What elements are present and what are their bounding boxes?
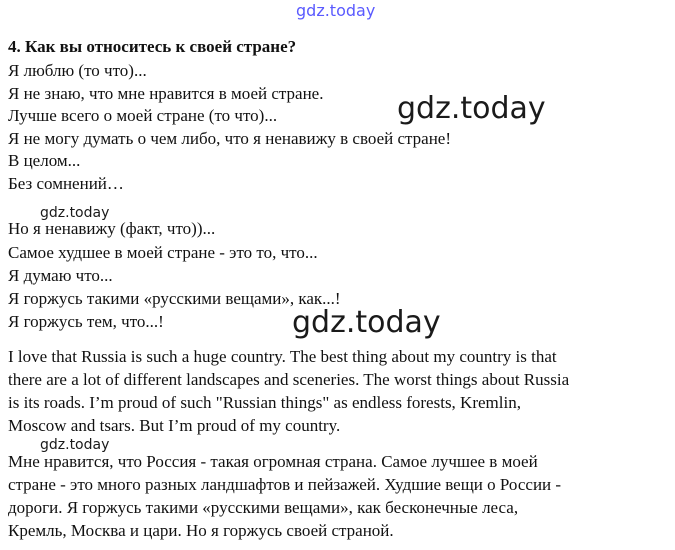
exercise-heading: 4. Как вы относитесь к своей стране?	[8, 37, 297, 56]
prompt-line: В целом...	[8, 151, 81, 170]
prompt-line: Без сомнений…	[8, 174, 124, 193]
prompt-line: Я думаю что...	[8, 266, 113, 285]
prompt-line: Я люблю (то что)...	[8, 61, 147, 80]
prompt-line: Самое худшее в моей стране - это то, что...	[8, 243, 318, 262]
russian-paragraph-line: стране - это много разных ландшафтов и пейзажей. Худшие вещи о России -	[8, 475, 562, 494]
russian-paragraph-line: дороги. Я горжусь такими «русскими вещами», как бесконечные леса,	[8, 498, 519, 517]
prompt-line: Но я ненавижу (факт, что))...	[8, 219, 216, 238]
watermark-large-1: gdz.today	[397, 91, 546, 126]
watermark-top: gdz.today	[296, 1, 376, 20]
watermark-small-2: gdz.today	[40, 437, 110, 453]
english-paragraph-line: I love that Russia is such a huge country. The best thing about my country is that	[8, 347, 557, 366]
prompt-line: Я не могу думать о чем либо, что я ненавижу в своей стране!	[8, 129, 451, 148]
english-paragraph-line: there are a lot of different landscapes and sceneries. The worst things about Russia	[8, 370, 570, 389]
english-paragraph-line: is its roads. I’m proud of such "Russian things" as endless forests, Kremlin,	[8, 393, 521, 412]
russian-paragraph-line: Кремль, Москва и цари. Но я горжусь своей страной.	[8, 521, 394, 540]
english-paragraph-line: Moscow and tsars. But I’m proud of my country.	[8, 416, 341, 435]
watermark-large-2: gdz.today	[292, 305, 441, 340]
prompt-line: Я горжусь такими «русскими вещами», как...!	[8, 289, 341, 308]
watermark-small-1: gdz.today	[40, 205, 110, 221]
prompt-line: Я горжусь тем, что...!	[8, 312, 164, 331]
prompt-line: Я не знаю, что мне нравится в моей стране.	[8, 84, 324, 103]
russian-paragraph-line: Мне нравится, что Россия - такая огромная страна. Самое лучшее в моей	[8, 452, 538, 471]
prompt-line: Лучше всего о моей стране (то что)...	[8, 106, 278, 125]
